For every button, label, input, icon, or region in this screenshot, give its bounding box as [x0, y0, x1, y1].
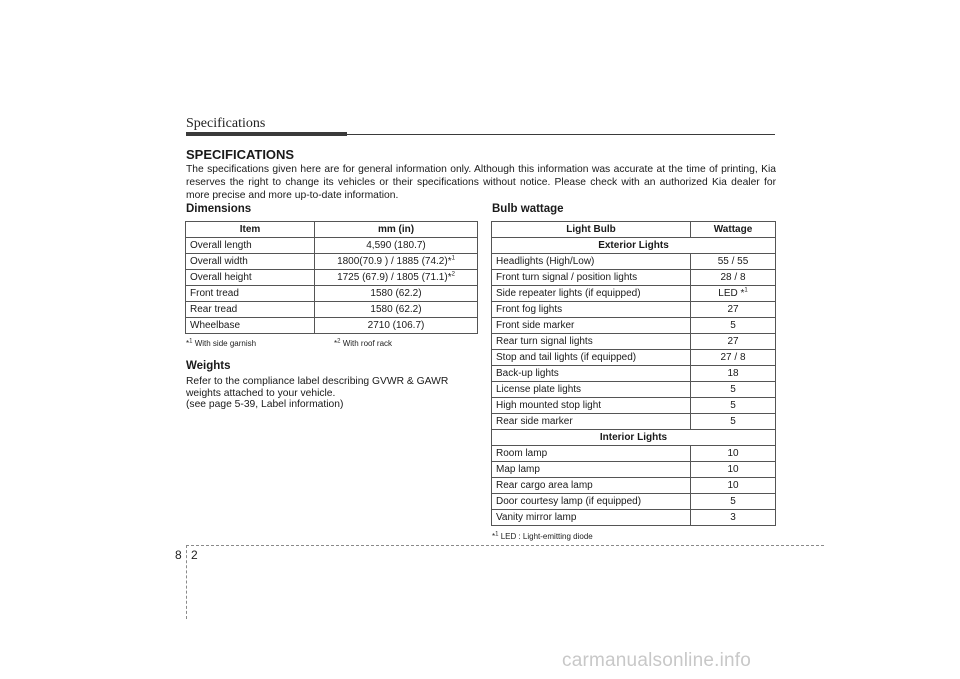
- dimension-value: [315, 270, 478, 286]
- bulb-name: Room lamp: [492, 446, 691, 462]
- table-row: [492, 334, 776, 350]
- table-row: [186, 254, 478, 270]
- dimension-value: [315, 286, 478, 302]
- table-row: [492, 446, 776, 462]
- bulb-wattage: [691, 318, 776, 334]
- footer-rule: [186, 545, 824, 546]
- bulb-wattage-text: 10: [727, 448, 739, 459]
- bulb-wattage-text: 5: [730, 384, 736, 395]
- dimension-value: [315, 302, 478, 318]
- dimension-value: [315, 254, 478, 270]
- table-row: [492, 350, 776, 366]
- bulb-wattage-table: [491, 221, 776, 526]
- weights-heading: Weights: [186, 360, 231, 372]
- table-row: [186, 318, 478, 334]
- dimension-value-text: 1580 (62.2): [370, 304, 422, 315]
- bulb-wattage-text: 18: [727, 368, 739, 379]
- dimension-value-text: 1580 (62.2): [370, 288, 422, 299]
- bulb-name: Vanity mirror lamp: [492, 510, 691, 526]
- bulb-name: Side repeater lights (if equipped): [492, 286, 691, 302]
- dimension-item: Overall width: [186, 254, 315, 270]
- bulb-name: High mounted stop light: [492, 398, 691, 414]
- dimensions-col-value: mm (in): [315, 222, 478, 238]
- dimensions-note-2: *$^2$ With roof rack: [334, 338, 393, 348]
- bulb-header-row: [492, 222, 776, 238]
- dimensions-heading: Dimensions: [186, 203, 252, 215]
- table-row: [186, 270, 478, 286]
- bulb-wattage: [691, 510, 776, 526]
- bulb-col-wattage: Wattage: [691, 222, 776, 238]
- footer-divider: [186, 545, 187, 619]
- bulb-wattage-text: 27: [727, 336, 739, 347]
- bulb-wattage: [691, 254, 776, 270]
- table-row: [186, 302, 478, 318]
- dimension-value: [315, 238, 478, 254]
- table-row: [492, 414, 776, 430]
- dimensions-col-item: Item: [186, 222, 315, 238]
- bulb-wattage: [691, 398, 776, 414]
- table-row: [492, 302, 776, 318]
- dimension-item: Overall height: [186, 270, 315, 286]
- table-row: [492, 382, 776, 398]
- bulb-name: Stop and tail lights (if equipped): [492, 350, 691, 366]
- bulb-name: Front side marker: [492, 318, 691, 334]
- weights-line: weights attached to your vehicle.: [186, 387, 336, 399]
- bulb-wattage-text: 5: [730, 320, 736, 331]
- header-rule-thick: [186, 132, 347, 136]
- footnote-mark: 1: [451, 255, 455, 262]
- dimension-item: Wheelbase: [186, 318, 315, 334]
- bulb-wattage-text: 28 / 8: [720, 272, 746, 283]
- bulb-wattage-text: 5: [730, 400, 736, 411]
- bulb-wattage: [691, 350, 776, 366]
- bulb-name: Map lamp: [492, 462, 691, 478]
- bulb-wattage: [691, 494, 776, 510]
- table-row: [492, 398, 776, 414]
- bulb-wattage: [691, 366, 776, 382]
- bulb-wattage-text: 5: [730, 496, 736, 507]
- page-chapter: 8: [175, 548, 182, 562]
- dimension-value-text: 1800(70.9 ) / 1885 (74.2)*: [337, 256, 452, 267]
- bulb-name: License plate lights: [492, 382, 691, 398]
- interior-lights-title: Interior Lights: [492, 430, 776, 446]
- table-row: [492, 462, 776, 478]
- table-row: [186, 238, 478, 254]
- bulb-wattage-text: LED *: [718, 288, 745, 299]
- bulb-name: Door courtesy lamp (if equipped): [492, 494, 691, 510]
- footnote-mark: 1: [744, 287, 748, 294]
- table-row: [492, 270, 776, 286]
- table-row: [492, 318, 776, 334]
- page-heading: SPECIFICATIONS: [186, 147, 295, 162]
- table-row: [492, 494, 776, 510]
- bulb-wattage-text: 27 / 8: [720, 352, 746, 363]
- bulb-name: Front turn signal / position lights: [492, 270, 691, 286]
- weights-text: [186, 376, 476, 411]
- bulb-name: Rear side marker: [492, 414, 691, 430]
- interior-lights-title-row: [492, 430, 776, 446]
- exterior-lights-title: Exterior Lights: [492, 238, 776, 254]
- dimensions-table-body: [186, 238, 478, 334]
- dimensions-header-row: [186, 222, 478, 238]
- intro-paragraph: The specifications given here are for general information only. Although this information was accurate at the time of printing, Kia reserves the right to change its vehicles or their specifications without notice. Please check with an authorized Kia dealer for more precise and more up-to-date information.: [186, 164, 776, 201]
- table-row: [492, 254, 776, 270]
- bulb-name: Rear turn signal lights: [492, 334, 691, 350]
- bulb-wattage-text: 27: [727, 304, 739, 315]
- weights-line: (see page 5-39, Label information): [186, 399, 344, 410]
- page-number: 2: [191, 548, 198, 562]
- dimensions-table: [185, 221, 478, 334]
- bulb-name: Back-up lights: [492, 366, 691, 382]
- dimension-value-text: 4,590 (180.7): [366, 240, 426, 251]
- dimension-value-text: 1725 (67.9) / 1805 (71.1)*: [337, 272, 452, 283]
- bulb-wattage: [691, 414, 776, 430]
- bulb-name: Front fog lights: [492, 302, 691, 318]
- footnote-mark: 2: [451, 271, 455, 278]
- bulb-wattage-text: 55 / 55: [717, 256, 749, 267]
- bulb-wattage-text: 10: [727, 464, 739, 475]
- bulb-name: Rear cargo area lamp: [492, 478, 691, 494]
- bulb-wattage-heading: Bulb wattage: [492, 203, 564, 215]
- table-row: [492, 478, 776, 494]
- bulb-table-body: [492, 238, 776, 526]
- bulb-wattage: [691, 334, 776, 350]
- bulb-wattage: [691, 382, 776, 398]
- bulb-wattage: [691, 462, 776, 478]
- bulb-wattage: [691, 270, 776, 286]
- dimension-item: Overall length: [186, 238, 315, 254]
- bulb-wattage-text: 3: [730, 512, 736, 523]
- bulb-wattage: [691, 302, 776, 318]
- bulb-wattage-text: 5: [730, 416, 736, 427]
- watermark: carmanualsonline.info: [562, 650, 752, 671]
- dimension-item: Rear tread: [186, 302, 315, 318]
- dimension-item: Front tread: [186, 286, 315, 302]
- bulb-wattage-text: 10: [727, 480, 739, 491]
- bulb-wattage: [691, 478, 776, 494]
- dimensions-note-1: *$^1$ With side garnish: [186, 338, 257, 348]
- dimension-value-text: 2710 (106.7): [367, 320, 425, 331]
- table-row: [492, 510, 776, 526]
- bulb-wattage: [691, 446, 776, 462]
- table-row: [492, 366, 776, 382]
- table-row: [186, 286, 478, 302]
- header-rule-thin: [347, 134, 775, 135]
- bulb-wattage: [691, 286, 776, 302]
- bulb-col-name: Light Bulb: [492, 222, 691, 238]
- dimension-value: [315, 318, 478, 334]
- table-row: [492, 286, 776, 302]
- section-title: Specifications: [186, 116, 266, 131]
- weights-line: Refer to the compliance label describing GVWR & GAWR: [186, 376, 449, 387]
- bulb-name: Headlights (High/Low): [492, 254, 691, 270]
- exterior-lights-title-row: [492, 238, 776, 254]
- bulb-note: *$^1$ LED : Light-emitting diode: [492, 531, 593, 541]
